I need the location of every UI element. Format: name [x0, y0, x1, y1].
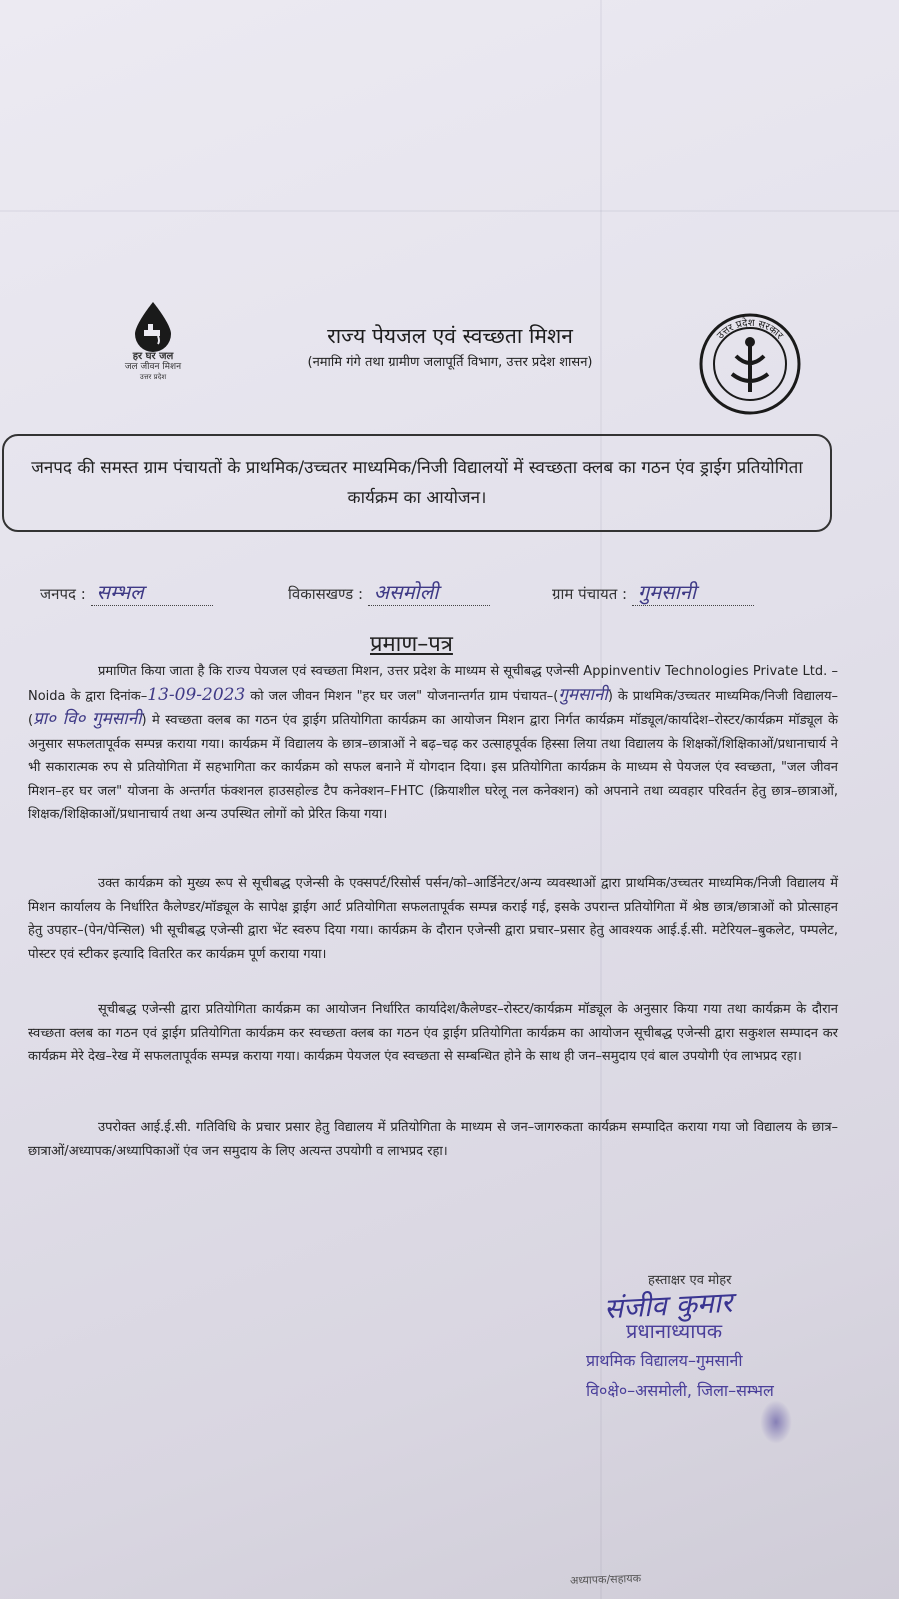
handwritten-signature: संजीव कुमार: [603, 1285, 734, 1326]
logo-line-3: उत्तर प्रदेश: [139, 373, 167, 381]
stamp-post: प्रधानाध्यापक: [626, 1319, 723, 1343]
school-name: प्रा० वि० गुमसानी: [33, 709, 142, 729]
water-drop-icon: [131, 300, 175, 352]
paragraph-4: [28, 1116, 838, 1163]
paragraph-1-text-b: को जल जीवन मिशन "हर घर जल" योजनान्तर्गत ग्राम पंचायत–(: [245, 688, 559, 704]
subject-text: जनपद की समस्त ग्राम पंचायतों के प्राथमिक/उच्चतर माध्यमिक/निजी विद्यालयों में स्वच्छता क्लब का गठन एंव ड्राईग प्रतियोगिता कार्यक्रम का आयोजन।: [31, 458, 803, 508]
paragraph-2-text: उक्त कार्यक्रम को मुख्य रूप से सूचीबद्ध एजेन्सी के एक्सपर्ट/रिसोर्स पर्सन/को–आर्डिनेटर/अन्य व्यवस्थाओं द्वारा प्राथमिक/उच्चतर माध्यमिक/निजी विद्यालय में मिशन कार्यालय के निर्धारित कैलेण्डर/मॉड्यूल के सापेक्ष ड्राईग आर्ट प्रतियोगिता सफलतापूर्वक सम्पन्न कराई गई, इसके उपरान्त प्रतियोगिता में श्रेष्ठ छात्र/छात्राओं को प्रोत्साहन हेतु उपहार–(पेन/पेन्सिल) भी सूचीबद्ध एजेन्सी द्वारा भेंट स्वरुप दिया गया। कार्यक्रम के दौरान एजेन्सी द्वारा प्रचार–प्रसार हेतु आवश्यक आई.ई.सी. मटेरियल–बुकलेट, पम्पलेट, पोस्टर एवं स्टीकर इत्यादि वितरित कर कार्यक्रम पूर्ण कराया गया।: [28, 876, 838, 962]
block-label: विकासखण्ड :: [288, 585, 364, 603]
panchayat-value: गुमसानी: [632, 578, 754, 606]
logo-line-2: जल जीवन मिशन: [124, 362, 182, 372]
event-date: 13-09-2023: [147, 684, 246, 705]
signature-label: हस्ताक्षर एव मोहर: [648, 1273, 732, 1288]
district-field: [40, 578, 213, 606]
certificate-heading: प्रमाण–पत्र: [370, 632, 453, 657]
location-fields: [0, 572, 899, 612]
paragraph-4-text: उपरोक्त आई.ई.सी. गतिविधि के प्रचार प्रसार हेतु विद्यालय में प्रतियोगिता के माध्यम से जन–जागरुकता कार्यक्रम सम्पादित कराया गया जो विद्यालय के छात्र–छात्राओं/अध्यापक/अध्यापिकाओं एंव जन समुदाय के लिए अत्यन्त उपयोगी व लाभप्रद रहा।: [28, 1120, 838, 1159]
village-name: गुमसानी: [558, 684, 608, 705]
paragraph-1-text-c: ) के प्राथमिक/उच्चतर माध्यमिक/निजी विद्यालय–(: [28, 688, 838, 728]
subject-box: [2, 434, 832, 532]
bottom-strip-text: अध्यापक/सहायक: [569, 1571, 642, 1588]
jal-jeevan-mission-logo: [108, 300, 198, 390]
paragraph-3: [28, 998, 838, 1069]
panchayat-field: [552, 578, 754, 606]
district-label: जनपद :: [40, 585, 86, 603]
seal-text: उत्तर प्रदेश सरकार: [715, 317, 785, 342]
paper-crease: [0, 210, 899, 212]
paragraph-1: [28, 660, 838, 827]
stamp-address: वि०क्षे०–असमोली, जिला–सम्भल: [586, 1381, 774, 1400]
logo-line-1: हर घर जल: [132, 351, 174, 362]
stamp-school: प्राथमिक विद्यालय–गुमसानी: [586, 1351, 743, 1370]
up-government-seal: [698, 312, 802, 416]
paragraph-2: [28, 872, 838, 966]
block-field: [288, 578, 490, 606]
ink-smudge: [760, 1400, 792, 1444]
organisation-subtitle: (नमामि गंगे तथा ग्रामीण जलापूर्ति विभाग, उत्तर प्रदेश शासन): [307, 355, 593, 370]
paragraph-3-text: सूचीबद्ध एजेन्सी द्वारा प्रतियोगिता कार्यक्रम का आयोजन निर्धारित कार्यादेश/कैलेण्डर–रोस्टर/कार्यक्रम मॉड्यूल के अनुसार किया गया तथा कार्यक्रम के दौरान स्वच्छता क्लब का गठन एवं ड्राईग प्रतियोगिता कार्यक्रम कर स्वच्छता क्लब का गठन एंव ड्राईग प्रतियोगिता कार्यक्रम का आयोजन सूचीबद्ध एजेन्सी द्वारा सकुशल सम्पादन कर कार्यक्रम मेरे देख–रेख में सफलतापूर्वक सम्पन्न कराया गया। कार्यक्रम पेयजल एंव स्वच्छता से सम्बन्धित होने के साथ ही जन–समुदाय एवं बाल उपयोगी एंव लाभप्रद रहा।: [28, 1002, 838, 1064]
district-value: सम्भल: [91, 578, 213, 606]
paragraph-1-text-a: प्रमाणित किया जाता है कि राज्य पेयजल एवं स्वच्छता मिशन, उत्तर प्रदेश के माध्यम से सूचीबद्ध एजेन्सी Appinventiv Technologies Private Ltd. – Noida के द्वारा दिनांक–: [28, 664, 838, 704]
organisation-title: राज्य पेयजल एवं स्वच्छता मिशन: [327, 324, 573, 348]
paragraph-1-text-d: ) मे स्वच्छता क्लब का गठन एंव ड्राईग प्रतियोगिता कार्यक्रम का आयोजन मिशन द्वारा निर्गत कार्यक्रम मॉड्यूल/कार्यादेश–रोस्टर/कार्यक्रम मॉड्यूल के अनुसार सफलतापूर्वक सम्पन्न कराया गया। कार्यक्रम में विद्यालय के छात्र–छात्राओं ने बढ़–चढ़ कर उत्साहपूर्वक हिस्सा लिया तथा विद्यालय के शिक्षकों/शिक्षिकाओं/प्रधानाचार्य ने भी सकारात्मक रुप से प्रतियोगिता में सहभागिता कर कार्यक्रम को सफल बनाने में योगदान दिया। इस प्रतियोगिता कार्यक्रम के माध्यम से पेयजल एंव स्वच्छता, "जल जीवन मिशन–हर घर जल" योजना के अन्तर्गत फंक्शनल हाउसहोल्ड टैप कनेक्शन–FHTC (क्रियाशील घरेलू नल कनेक्शन) को अपनाने तथा व्यवहार परिवर्तन हेतु छात्र–छात्राओं, शिक्षक/शिक्षिकाओं/प्रधानाचार्य तथा अन्य उपस्थित लोगों को प्रेरित किया गया।: [28, 713, 838, 822]
school-stamp: [586, 1316, 774, 1406]
block-value: असमोली: [368, 578, 490, 606]
panchayat-label: ग्राम पंचायत :: [552, 585, 628, 603]
